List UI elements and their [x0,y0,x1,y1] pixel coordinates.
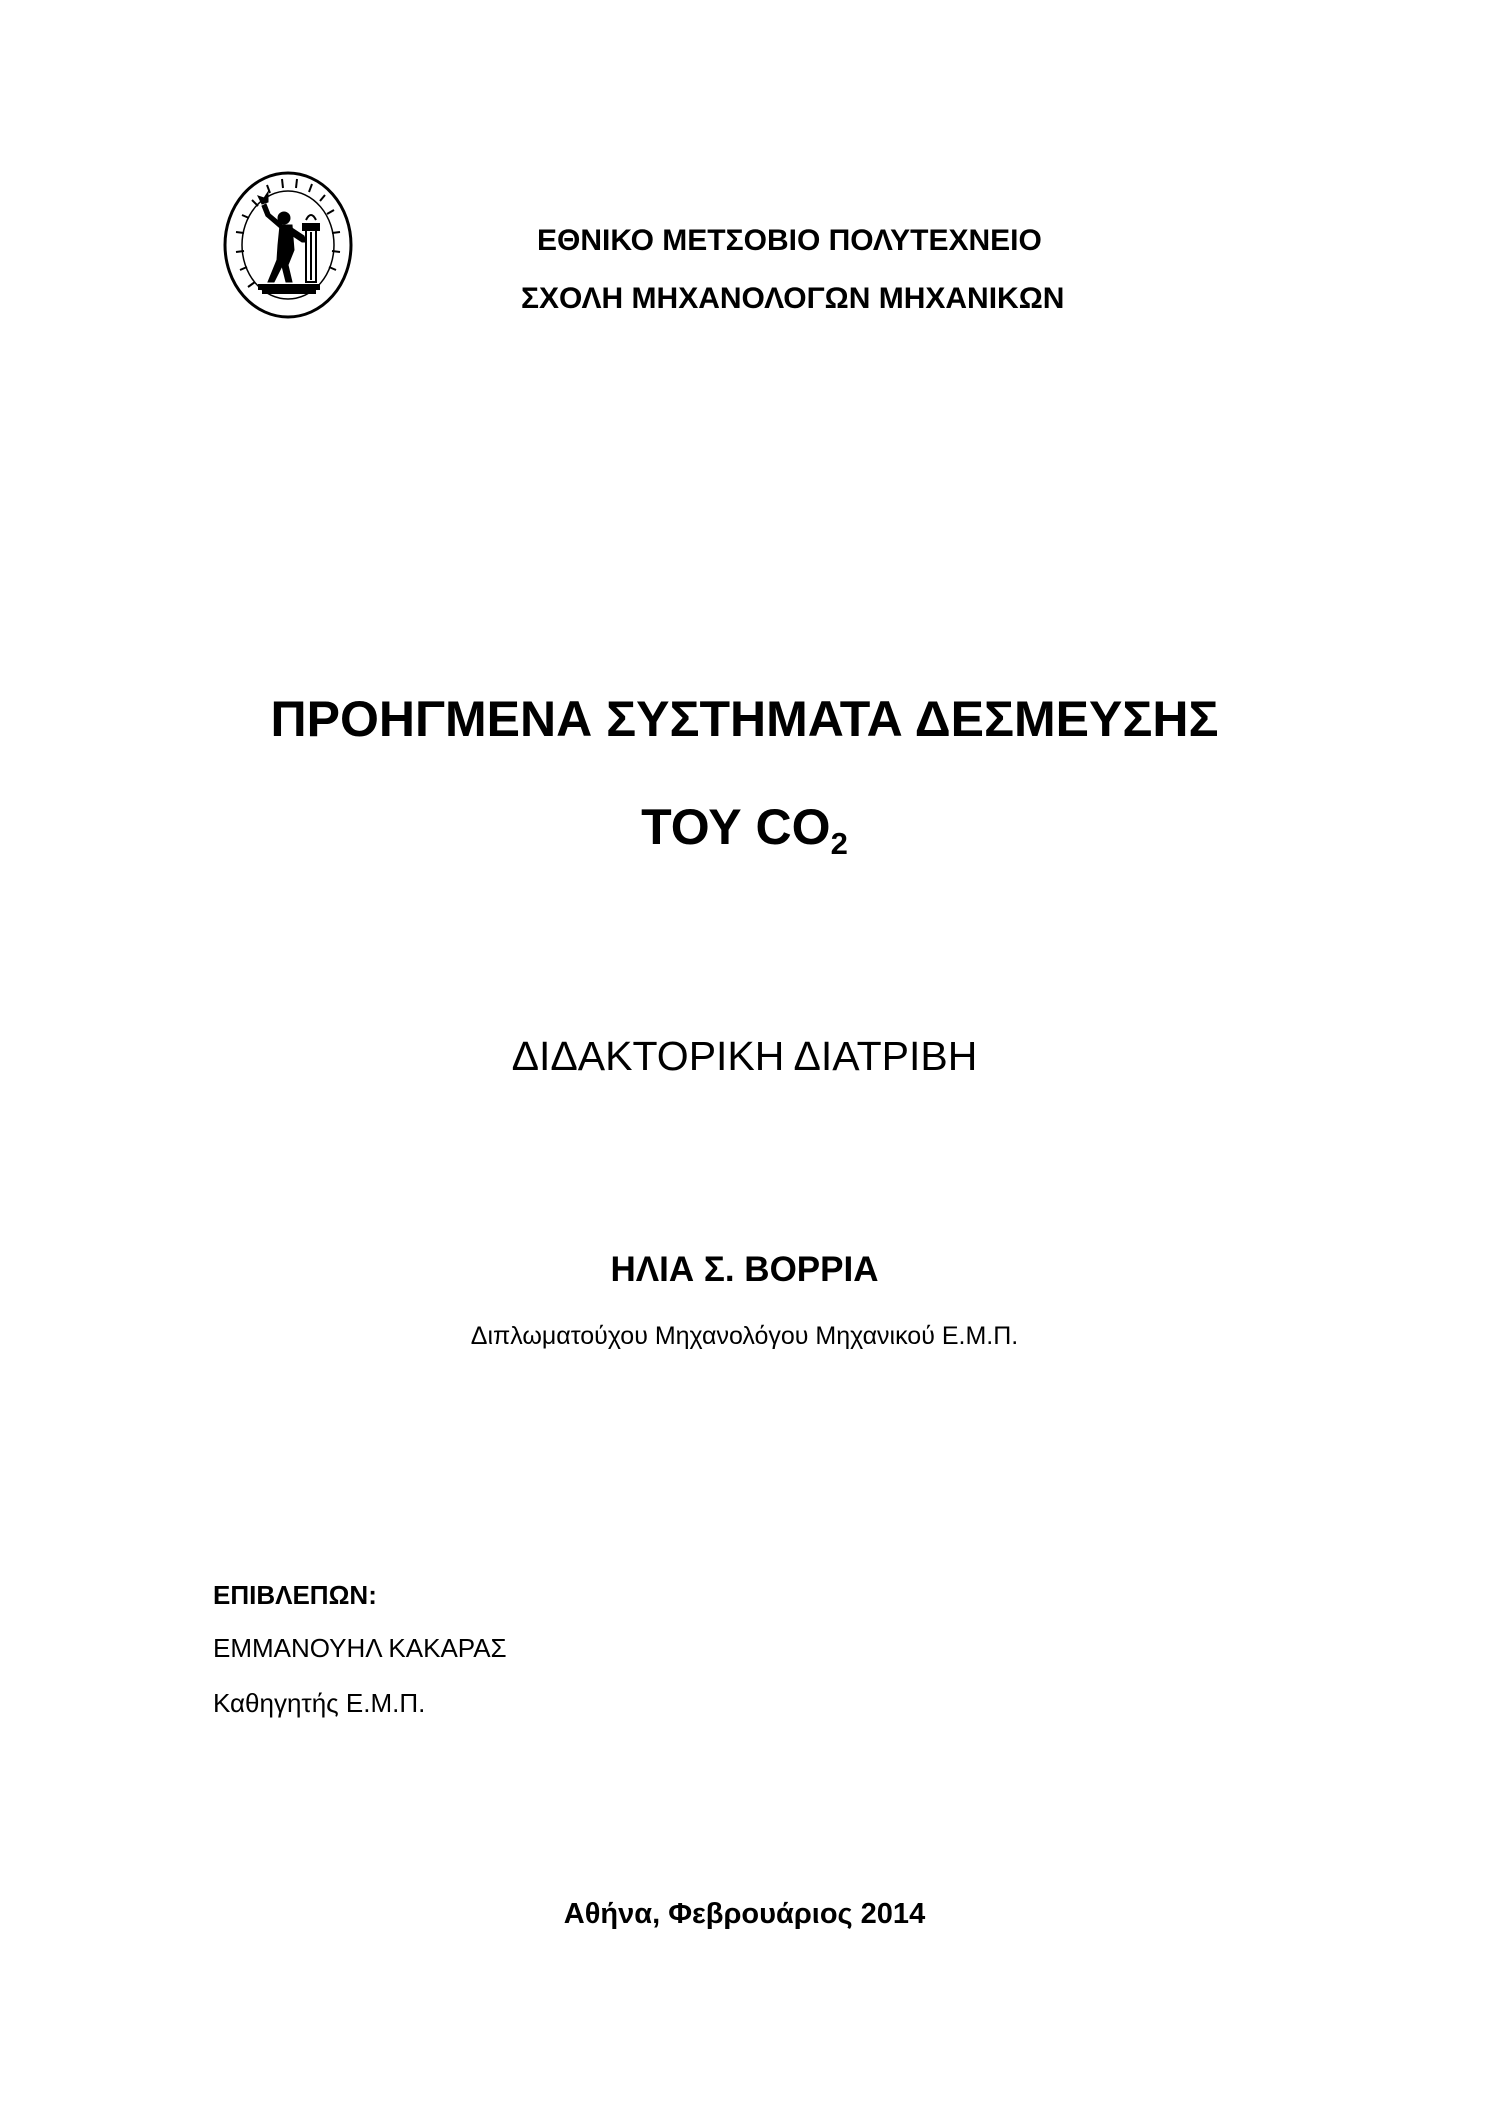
university-seal-icon [222,170,354,320]
supervisor-title: Καθηγητής Ε.Μ.Π. [213,1688,426,1718]
document-type: ΔΙΔΑΚΤΟΡΙΚΗ ΔΙΑΤΡΙΒΗ [511,1033,978,1079]
author-degree: Διπλωματούχου Μηχανολόγου Μηχανικού Ε.Μ.Π. [470,1322,1019,1350]
co2-subscript: 2 [830,826,848,861]
thesis-title-line-1: ΠΡΟΗΓΜΕΝΑ ΣΥΣΤΗΜΑΤΑ ΔΕΣΜΕΥΣΗΣ [270,691,1219,747]
thesis-title-line-2-text: ΤΟΥ CO [641,799,831,855]
supervisor-name: ΕΜΜΑΝΟΥΗΛ ΚΑΚΑΡΑΣ [213,1633,507,1663]
author-name: ΗΛΙΑ Σ. ΒΟΡΡΙΑ [610,1250,879,1289]
school-name: ΣΧΟΛΗ ΜΗΧΑΝΟΛΟΓΩΝ ΜΗΧΑΝΙΚΩΝ [521,282,1065,315]
institution-name: ΕΘΝΙΚΟ ΜΕΤΣΟΒΙΟ ΠΟΛΥΤΕΧΝΕΙΟ [537,224,1042,257]
thesis-title-line-2 [0,798,1489,861]
supervisor-label: ΕΠΙΒΛΕΠΩΝ: [213,1580,377,1610]
place-and-date: Αθήνα, Φεβρουάριος 2014 [563,1898,926,1930]
